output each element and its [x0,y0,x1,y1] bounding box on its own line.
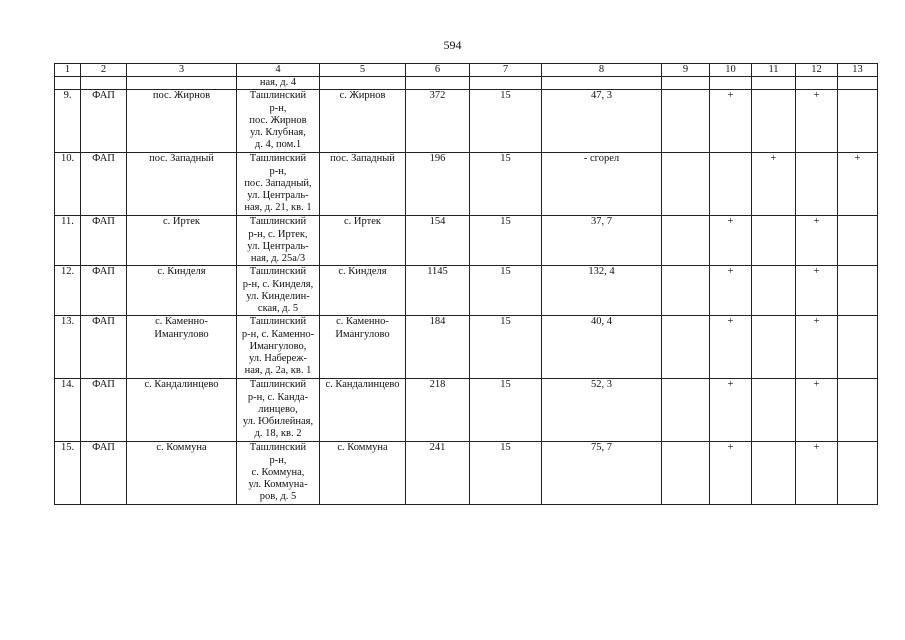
cell-address-line: с. Коммуна, [251,466,305,478]
cell-address [237,216,320,266]
cell-c13 [838,90,878,153]
cell-address-line: Ташлинский [249,153,307,165]
cell-address-line: ров, д. 5 [259,491,297,503]
cell [127,77,237,90]
cell [55,77,81,90]
cell-address-line: Ташлинский [249,216,307,228]
cell-address-line: ул. Клубная, [250,127,306,139]
cell-type: ФАП [81,316,127,379]
cell-type: ФАП [81,266,127,316]
cell-c9 [662,379,710,442]
cell-c12: + [796,216,838,266]
column-header: 12 [796,64,838,77]
cell-settlement [320,153,406,216]
cell-address-line: д. 4, пом.1 [254,139,302,151]
table-row [55,153,878,216]
cell-distance: 15 [470,153,542,216]
page-number: 594 [443,38,462,52]
cell-settlement [320,442,406,505]
cell-population: 184 [406,316,470,379]
cell-c12: + [796,316,838,379]
cell-address-line: Ташлинский [249,316,307,328]
cell-address-line: ная, д. 25а/3 [250,253,306,265]
cell-c12: + [796,266,838,316]
cell-c12: + [796,90,838,153]
cell-address-line: ул. Централь- [247,190,309,202]
cell-c13: + [838,153,878,216]
cell-distance: 15 [470,316,542,379]
column-header: 1 [55,64,81,77]
cell-c13 [838,216,878,266]
cell-settlement-line: с. Каменно- [336,316,389,328]
cell-c9 [662,266,710,316]
cell-area: 75, 7 [542,442,662,505]
cell-address-line: ул. Юбилейная, [242,416,314,428]
cell-type: ФАП [81,442,127,505]
cell-address-line: ская, д. 5 [257,303,299,315]
cell-address-line: ул. Коммуна- [248,479,308,491]
cell-c11 [752,216,796,266]
cell [796,77,838,90]
cell-name: пос. Жирнов [127,90,237,153]
table-body [55,77,878,505]
cell [710,77,752,90]
cell-address-line: р-н, [269,454,287,466]
cell-c13 [838,266,878,316]
cell-number: 13. [55,316,81,379]
facility-table [54,63,878,505]
cell-address [237,153,320,216]
cell-c12 [796,153,838,216]
cell-type: ФАП [81,153,127,216]
column-header: 4 [237,64,320,77]
cell-c10: + [710,379,752,442]
cell-c9 [662,216,710,266]
cell-settlement [320,266,406,316]
cell-c10: + [710,266,752,316]
cell-c12: + [796,442,838,505]
column-header: 9 [662,64,710,77]
cell-address-line: ул. Набереж- [248,353,308,365]
cell-c11 [752,442,796,505]
cell-name: пос. Западный [127,153,237,216]
cell-c11: + [752,153,796,216]
cell-settlement-line: с. Иртек [344,216,381,228]
cell-address-line: Ташлинский [249,379,307,391]
cell-c11 [752,316,796,379]
table-row [55,216,878,266]
cell-area: 40, 4 [542,316,662,379]
cell-distance: 15 [470,266,542,316]
cell-c9 [662,90,710,153]
cell-area: 52, 3 [542,379,662,442]
cell [752,77,796,90]
cell-c10: + [710,442,752,505]
cell-type: ФАП [81,379,127,442]
cell-address-line: пос. Жирнов [249,114,307,126]
cell-address-line: ул. Кинделин- [246,290,310,302]
cell-type: ФАП [81,216,127,266]
cell-population: 196 [406,153,470,216]
cell-address [237,316,320,379]
cell-number: 9. [55,90,81,153]
cell-c10 [710,153,752,216]
cell-number: 11. [55,216,81,266]
continuation-row [55,77,878,90]
cell-name: с. Коммуна [127,442,237,505]
cell-name: с. Кинделя [127,266,237,316]
cell-c13 [838,442,878,505]
table-row [55,316,878,379]
column-header: 2 [81,64,127,77]
cell-c11 [752,90,796,153]
cell-settlement-line: пос. Западный [330,153,395,165]
cell-address-line: р-н, с. Кинделя, [242,278,314,290]
column-header: 3 [127,64,237,77]
cell-address-line: ная, д. 2а, кв. 1 [244,365,312,377]
cell-address-line: ная, д. 21, кв. 1 [244,202,312,214]
column-number-row [55,64,878,77]
column-header: 10 [710,64,752,77]
cell-area: - сгорел [542,153,662,216]
cell-settlement-line: с. Кинделя [338,266,387,278]
cell-address-line: р-н, с. Иртек, [248,228,308,240]
cell-population: 241 [406,442,470,505]
cell [662,77,710,90]
cell-number: 15. [55,442,81,505]
cell [406,77,470,90]
cell-c13 [838,379,878,442]
cell-address [237,442,320,505]
cell-address-line: Ташлинский [249,266,307,278]
table-row [55,90,878,153]
cell-address-line: р-н, с. Канда- [247,391,309,403]
cell-settlement-line: с. Кандалинцево [325,379,400,391]
cell-address-line: д. 18, кв. 2 [254,428,302,440]
cell-area: 37, 7 [542,216,662,266]
cell-area: 47, 3 [542,90,662,153]
cell-population: 218 [406,379,470,442]
table-row [55,379,878,442]
table-row [55,266,878,316]
cell-address-line: линцево, [258,403,298,415]
cell-name: с. Кандалинцево [127,379,237,442]
cell-c10: + [710,216,752,266]
cell-address [237,379,320,442]
cell-number: 14. [55,379,81,442]
cell-name: с. Иртек [127,216,237,266]
cell-c12: + [796,379,838,442]
cell [838,77,878,90]
cell-name-line: с. Каменно- [155,316,208,328]
cell-c9 [662,442,710,505]
cell-name-line: Имангулово [154,328,209,340]
cell-settlement [320,379,406,442]
cell-address-line: Ташлинский [249,442,307,454]
cell [81,77,127,90]
cell-population: 154 [406,216,470,266]
cell-c9 [662,316,710,379]
cell-area: 132, 4 [542,266,662,316]
cell-distance: 15 [470,216,542,266]
cell-settlement [320,90,406,153]
cell-number: 10. [55,153,81,216]
cell-address-line: р-н, [269,102,287,114]
cell [470,77,542,90]
cell-c13 [838,316,878,379]
cell [320,77,406,90]
cell-type: ФАП [81,90,127,153]
cell [542,77,662,90]
cell-distance: 15 [470,442,542,505]
column-header: 13 [838,64,878,77]
cell-address [237,90,320,153]
cell-number: 12. [55,266,81,316]
cell-distance: 15 [470,379,542,442]
cell-address-continuation: ная, д. 4 [237,77,320,90]
cell-address-line: ул. Централь- [247,240,309,252]
cell-c10: + [710,90,752,153]
column-header: 7 [470,64,542,77]
cell-address-line: Ташлинский [249,90,307,102]
cell-population: 1145 [406,266,470,316]
cell-settlement [320,216,406,266]
column-header: 5 [320,64,406,77]
column-header: 11 [752,64,796,77]
cell-c9 [662,153,710,216]
column-header: 8 [542,64,662,77]
cell-settlement-line: с. Коммуна [337,442,388,454]
cell-c11 [752,266,796,316]
cell-settlement-line: Имангулово [335,328,390,340]
cell-settlement-line: с. Жирнов [339,90,386,102]
cell-distance: 15 [470,90,542,153]
cell-address-line: р-н, [269,165,287,177]
cell-name [127,316,237,379]
table-row [55,442,878,505]
cell-address-line: пос. Западный, [244,177,312,189]
cell-c10: + [710,316,752,379]
cell-address-line: р-н, с. Каменно- [241,328,315,340]
cell-settlement [320,316,406,379]
column-header: 6 [406,64,470,77]
cell-address [237,266,320,316]
cell-address-line: Имангулово, [249,340,307,352]
cell-c11 [752,379,796,442]
cell-population: 372 [406,90,470,153]
